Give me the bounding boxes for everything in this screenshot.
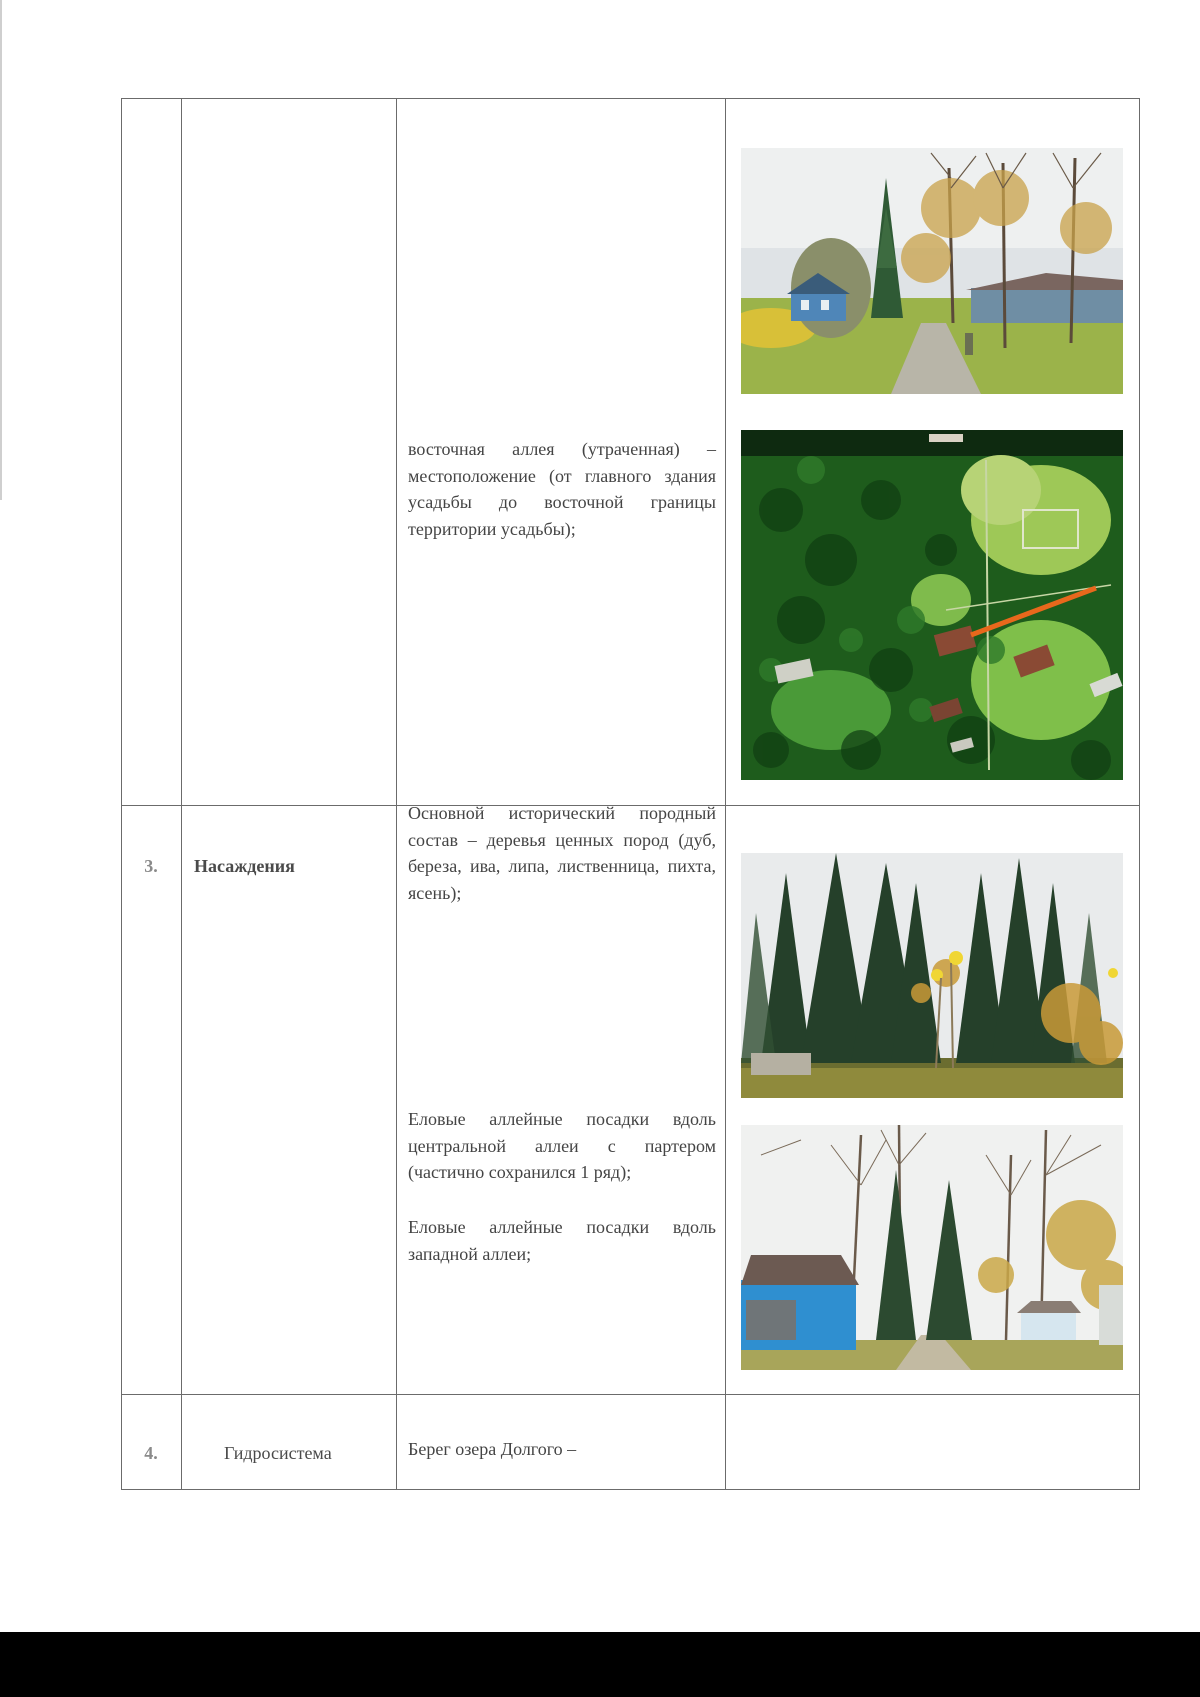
row-name: Гидросистема [224, 1443, 332, 1463]
table-border-bottom [121, 1489, 1140, 1490]
description-species: Основной исторический породный состав – деревья ценных пород (дуб, береза, ива, липа, лиственница, пихта, ясень); [408, 803, 716, 903]
row-number: 3. [144, 856, 158, 876]
row-divider [121, 1394, 1140, 1395]
table-border-left [121, 98, 122, 1490]
trees-photo [741, 853, 1123, 1098]
description-central-alley: Еловые аллейные посадки вдоль центральной аллеи с партером (частично сохранился 1 ряд); [408, 1109, 716, 1182]
row-number: 4. [144, 1443, 158, 1463]
row-name: Насаждения [194, 856, 295, 876]
scan-bottom-band [0, 1632, 1200, 1697]
spruce-alley-photo [741, 1125, 1123, 1370]
column-divider [396, 98, 397, 1490]
description-west-alley: Еловые аллейные посадки вдоль западной аллеи; [408, 1217, 716, 1264]
manor-alley-photo [741, 148, 1123, 394]
heritage-table [121, 98, 1140, 1490]
description-lake-shore: Берег озера Долгого – [408, 1439, 577, 1459]
table-border-right [1139, 98, 1140, 1490]
description-east-alley: восточная аллея (утраченная) – местоположение (от главного здания усадьбы до восточной границы территории усадьбы); [408, 439, 716, 539]
aerial-map-photo [741, 430, 1123, 780]
column-divider [725, 98, 726, 1490]
scan-edge [0, 0, 2, 500]
table-border-top [121, 98, 1140, 99]
column-divider [181, 98, 182, 1490]
